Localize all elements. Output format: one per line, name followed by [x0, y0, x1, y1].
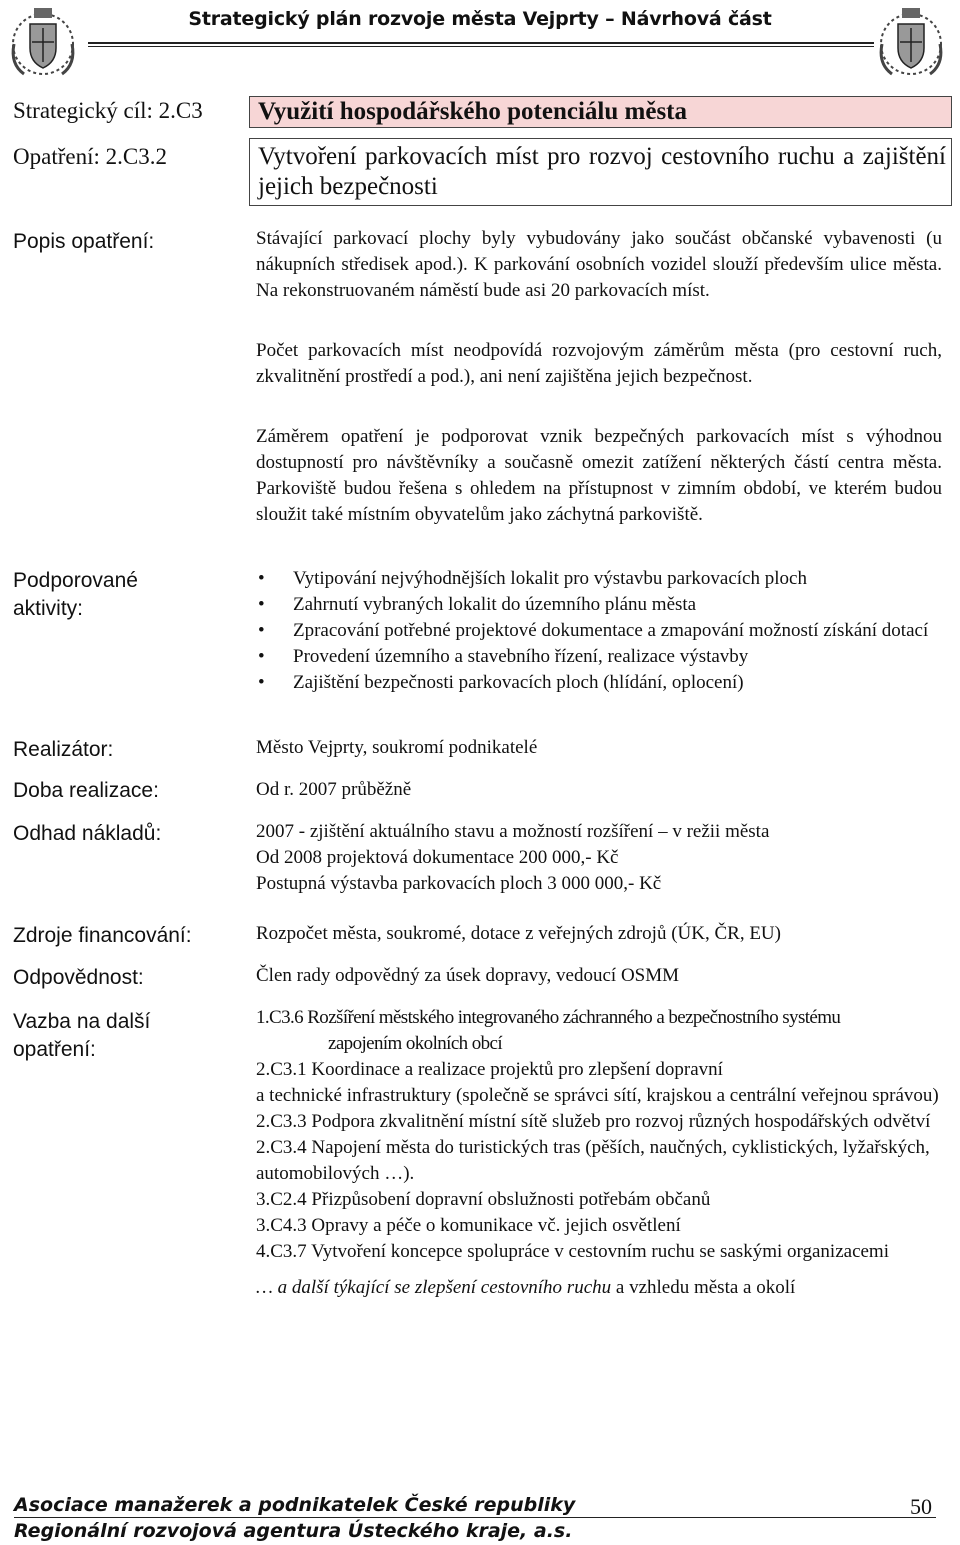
description-paragraph-2: Počet parkovacích míst neodpovídá rozvojovým záměrům města (pro cestovní ruch, zkvalitnění prostředí a pod.), ani není zajištěna jejich bezpečnost.	[256, 340, 942, 387]
link-item: 3.C2.4 Přizpůsobení dopravní obslužnosti potřebám občanů	[256, 1189, 711, 1210]
bullet-icon: •	[258, 594, 265, 615]
link-item: 1.C3.6 Rozšíření městského integrovaného záchranného a bezpečnostního systému	[256, 1007, 841, 1028]
costs-label: Odhad nákladů:	[13, 822, 162, 845]
measure-title: Vytvoření parkovacích míst pro rozvoj cestovního ruchu a zajištění jejich bezpečnosti	[258, 143, 946, 200]
links-label-line2: opatření:	[13, 1038, 96, 1061]
list-item	[256, 644, 942, 670]
responsibility-label: Odpovědnost:	[13, 966, 144, 989]
footer-divider	[14, 1517, 936, 1518]
links-more-note	[256, 1275, 942, 1301]
description-paragraph-3: Záměrem opatření je podporovat vznik bezpečných parkovacích míst s výhodnou dostupností pro návštěvníky a současně omezit zatížení některých částí centra města. Parkoviště budou řešena s ohledem na přístupnost v zimním období, ve kterém budou sloužit také místním obyvatelům jako záchytná parkoviště.	[256, 426, 942, 525]
activity-text: Zpracování potřebné projektové dokumentace a zmapování možností získání dotací	[293, 620, 929, 641]
implementer-label: Realizátor:	[13, 738, 114, 761]
link-item: 4.C3.7 Vytvoření koncepce spolupráce v cestovním ruchu se saskými organizacemi	[256, 1241, 889, 1262]
activities-label-line1: Podporované	[13, 569, 138, 592]
cost-line: Postupná výstavba parkovacích ploch 3 000 000,- Kč	[256, 873, 662, 894]
bullet-icon: •	[258, 568, 265, 589]
activities-list	[256, 566, 942, 696]
document-header-title: Strategický plán rozvoje města Vejprty – Návrhová část	[188, 8, 772, 30]
list-item	[256, 592, 942, 618]
description-label: Popis opatření:	[13, 230, 155, 253]
activity-text: Zajištění bezpečnosti parkovacích ploch (hlídání, oplocení)	[293, 672, 744, 693]
responsibility-value: Člen rady odpovědný za úsek dopravy, vedoucí OSMM	[256, 965, 680, 986]
footer-line-2: Regionální rozvojová agentura Ústeckého kraje, a.s.	[14, 1520, 573, 1542]
link-item: 2.C3.3 Podpora zkvalitnění místní sítě služeb pro rozvoj různých hospodářských odvětví	[256, 1111, 931, 1132]
activities-label-line2: aktivity:	[13, 597, 84, 620]
description-paragraph-1: Stávající parkovací plochy byly vybudovány jako součást občanské vybavenosti (u nákupních středisek apod.). K parkování osobních vozidel slouží především ulice města. Na rekonstruovaném náměstí bude asi 20 parkovacích míst.	[256, 228, 942, 301]
link-item: 2.C3.4 Napojení města do turistických tras (pěších, naučných, cyklistických, lyžařských, automobilových …).	[256, 1137, 930, 1184]
activity-text: Provedení územního a stavebního řízení, realizace výstavby	[293, 646, 749, 667]
bullet-icon: •	[258, 672, 265, 693]
funding-value: Rozpočet města, soukromé, dotace z veřejných zdrojů (ÚK, ČR, EU)	[256, 923, 781, 944]
links-more-rest: a vzhledu města a okolí	[611, 1277, 796, 1298]
implementer-value: Město Vejprty, soukromí podnikatelé	[256, 737, 538, 758]
activity-text: Zahrnutí vybraných lokalit do územního plánu města	[293, 594, 697, 615]
costs-block	[256, 819, 942, 897]
duration-value: Od r. 2007 průběžně	[256, 779, 412, 800]
goal-title-box	[249, 96, 952, 128]
list-item	[256, 670, 942, 696]
link-item: 2.C3.1 Koordinace a realizace projektů pro zlepšení dopravní	[256, 1059, 723, 1080]
links-more-italic: … a další týkající se zlepšení cestovního ruchu	[256, 1277, 612, 1298]
duration-label: Doba realizace:	[13, 779, 159, 802]
link-item: 3.C4.3 Opravy a péče o komunikace vč. jejich osvětlení	[256, 1215, 681, 1236]
town-crest-right-image	[872, 4, 950, 82]
funding-label: Zdroje financování:	[13, 924, 192, 947]
activity-text: Vytipování nejvýhodnějších lokalit pro výstavbu parkovacích ploch	[293, 568, 807, 589]
bullet-icon: •	[258, 646, 265, 667]
links-block	[256, 1005, 942, 1301]
goal-label: Strategický cíl: 2.C3	[13, 98, 203, 123]
goal-title: Využití hospodářského potenciálu města	[258, 98, 687, 125]
link-item-continuation: zapojením okolních obcí	[328, 1033, 503, 1054]
list-item	[256, 566, 942, 592]
header-divider-thin	[88, 46, 874, 47]
measure-title-box	[249, 138, 952, 206]
footer-line-1: Asociace manažerek a podnikatelek České republiky	[14, 1494, 576, 1516]
header-divider	[88, 42, 874, 44]
link-item-continuation: a technické infrastruktury (společně se správci sítí, krajskou a centrální veřejnou správou)	[256, 1085, 939, 1106]
page-number: 50	[910, 1494, 932, 1519]
bullet-icon: •	[258, 620, 265, 641]
links-label-line1: Vazba na další	[13, 1010, 151, 1033]
cost-line: 2007 - zjištění aktuálního stavu a možností rozšíření – v režii města	[256, 821, 770, 842]
town-crest-left-image	[4, 4, 82, 82]
measure-label: Opatření: 2.C3.2	[13, 144, 167, 169]
list-item	[256, 618, 942, 644]
cost-line: Od 2008 projektová dokumentace 200 000,- Kč	[256, 847, 619, 868]
